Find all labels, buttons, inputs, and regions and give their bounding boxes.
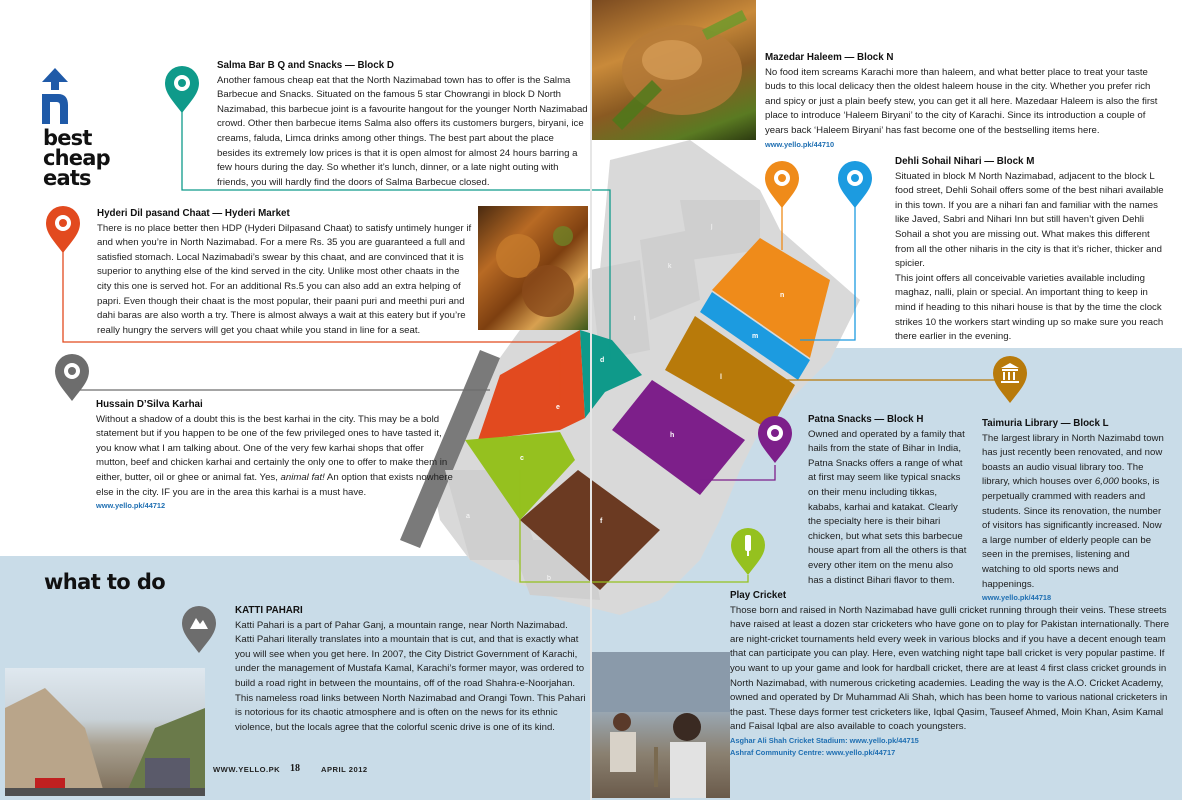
article-cricket-body: Those born and raised in North Nazimabad have gulli cricket running through their veins. These streets have raised at least a dozen star cricketers who have gone on to play for Pakistan internationally. There are night-cricket tournaments held every week in various blocks and if you have a decent enough team that can participate you can play. Here, even watching night tape ball cricket is very popular pastime. If you want to up your game and look for hardball cricket, there are at least 4 first class cricket grounds in North Nazimabad, with numerous cricketing academies. Leading the way is the A.O. Cricket Academy, owned and operated by Dr Muhammad Ali Shah, which has been home to various national cricketers in the past. These days former test cricketers like, Iqbal Qasim, Tauseef Ahmed, Moin Khan, Asim Kamal and Faisal Iqbal are also available to coach youngsters. bbox=[730, 604, 1170, 733]
footer-site: WWW.YELLO.PK bbox=[213, 765, 281, 774]
article-patna-body: Owned and operated by a family that hails from the state of Bihar in India, Patna Snacks offers a range of what at first may seem like typical snacks on their menu including tikkas, kababs, karhai and katakat. Clearly the specialty here is their bihari chicken, but what sets this barbecue house apart from all the others is that every other item on the menu also has a distinct Bihari flavor to them. bbox=[808, 428, 967, 586]
pin-mazedar bbox=[765, 161, 799, 208]
article-hussain-url[interactable]: www.yello.pk/44712 bbox=[96, 501, 166, 511]
footer-date: APRIL 2012 bbox=[321, 765, 368, 774]
map-label-a: a bbox=[466, 513, 470, 520]
up-arrow-icon bbox=[40, 68, 70, 124]
taimuria-body-emphasis: 6,000 bbox=[1094, 476, 1119, 488]
chaat-photo bbox=[478, 206, 588, 330]
article-salma-body: Another famous cheap eat that the North Nazimabad town has to offer is the Salma Barbecue and Snacks. Situated on the famous 5 star Chowrangi in block D North Nazimabad, this barbecue joint is a favourite hangout for the younger North Nazimabad crowd. Other then barbecue items Salma also offers its customers burgers, biryani, ice creams, faluda, Limca drinks among other things. The best part about the place besides its extremely low prices is that it is open almost for almost 24 hours barring a few hours during the day. So whether it’s lunch, dinner, or a late night outing with friends, you will hardly find the doors of Salma Barbecue closed. bbox=[217, 74, 588, 188]
article-hussain bbox=[96, 398, 454, 512]
map-label-i: i bbox=[634, 315, 636, 322]
article-salma-title: Salma Bar B Q and Snacks — Block D bbox=[217, 60, 394, 71]
article-patna bbox=[808, 413, 968, 588]
article-cricket bbox=[730, 589, 1170, 759]
map-label-m: m bbox=[752, 333, 759, 340]
article-hyderi bbox=[97, 207, 474, 338]
article-katti-body: Katti Pahari is a part of Pahar Ganj, a mountain range, near North Nazimabad. Katti Pahari literally translates into a mountain that is cut, and that is exactly what you will see when you get here. In 2007, the City District Government of Karachi, under the management of Mustafa Kamal, Karachi’s former mayor, was ordered to build a road right in between the mountains, off of the road Shahra-e-Noorjahan. This nameless road links between North Nazimabad and Orangi Town. This Pahari is notorious for its chaotic atmosphere and is often on the news for its ethnic violence, but the locals agree that the colorful scenic drive is one of its kind. bbox=[235, 619, 586, 733]
pin-taimuria bbox=[993, 356, 1027, 403]
map-label-c: c bbox=[520, 455, 524, 462]
article-dehli-body-1: Situated in block M North Nazimabad, adjacent to the block L food street, Dehli Sohail offers some of the best nihari available in this town. If you are a nihari fan and familiar with the names like Javed, Sabri and Nihari Inn but still haven’t given Dehli Sohail a shot you are missing out. What makes this different from all the other niharis in the city is that it’s richer, thicker and spicier. bbox=[895, 170, 1164, 270]
pin-hyderi bbox=[46, 206, 80, 253]
footer-page-number: 18 bbox=[290, 763, 300, 774]
article-cricket-url-2[interactable]: Ashraf Community Centre: www.yello.pk/44717 bbox=[730, 747, 896, 757]
map-label-h: h bbox=[670, 432, 675, 439]
map-label-n: n bbox=[780, 292, 785, 299]
pin-cricket bbox=[731, 528, 765, 575]
pin-patna bbox=[758, 416, 792, 463]
katti-pahari-photo bbox=[5, 668, 205, 796]
cricket-photo bbox=[592, 652, 730, 798]
article-cricket-url-1[interactable]: Asghar Ali Shah Cricket Stadium: www.yello.pk/44715 bbox=[730, 735, 919, 745]
taimuria-body-part-2: books, is perpetually crammed with readers and students. Since its renovation, the number of visitors has significantly increased. Now a large number of elderly people can be seen in the premises, listening and watching to old sports news and happenings. bbox=[982, 476, 1162, 590]
map-label-j: j bbox=[711, 223, 713, 230]
article-mazedar-title: Mazedar Haleem — Block N bbox=[765, 52, 894, 63]
article-taimuria bbox=[982, 417, 1168, 604]
map-label-f: f bbox=[600, 518, 603, 525]
pin-hussain bbox=[55, 354, 89, 401]
pin-salma bbox=[165, 66, 199, 113]
article-dehli-body-2: This joint offers all conceivable varieties available including maghaz, nalli, plain or special. An important thing to keep in mind if heading to this nihari house is that by the time the clock strikes 10 the workers start winding up so make sure you reach there earlier in the evening. bbox=[895, 272, 1164, 343]
article-salma bbox=[217, 59, 589, 190]
title-line-1: best bbox=[43, 126, 92, 150]
article-mazedar-body: No food item screams Karachi more than haleem, and what better place to treat your taste buds to this local delicacy then the oldest haleem house in the city. Whether you prefer rich and spicy or just a plain beefy stew, you can get it all here. Mazedaar Haleem is also the first place to introduce ‘Haleem Biryani’ to the city of Karachi. Since its introduction a couple of years back ‘Haleem Biryani’ has fast become one of the bestselling items here. bbox=[765, 66, 1158, 136]
article-hussain-body bbox=[96, 413, 454, 501]
article-katti bbox=[235, 604, 587, 735]
hussain-body-emphasis: animal fat! bbox=[280, 471, 325, 483]
article-taimuria-body bbox=[982, 432, 1168, 593]
article-dehli-title: Dehli Sohail Nihari — Block M bbox=[895, 156, 1035, 167]
article-katti-title: KATTI PAHARI bbox=[235, 605, 303, 616]
map-label-k: k bbox=[668, 263, 672, 270]
article-cricket-title: Play Cricket bbox=[730, 590, 787, 601]
hussain-body-part-2: An option that exists nowhere else in the city. IF you are in the area this karhai is a must have. bbox=[96, 471, 453, 498]
article-hussain-title: Hussain D’Silva Karhai bbox=[96, 399, 203, 410]
article-hyderi-body: There is no place better then HDP (Hyderi Dilpasand Chaat) to satisfy untimely hunger if and when you’re in North Nazimabad. For a mere Rs. 35 you are guaranteed a full and satisfied stomach. Local Nazimabadi’s swear by this chaat, and are convinced that it is superior to anything else of the kind served in the city. Unlike most other chaats in the city this one is served hot. For an additional Rs.5 you can also add an extra helping of papri. Even though their chaat is the most popular, their paani puri and meethi puri and dahi baras are also worth a try. There is almost always a wait at this eatery but if you’re really hungry the servers will get you chaat while you stand in line for a seat. bbox=[97, 222, 472, 336]
pin-dehli bbox=[838, 161, 872, 208]
map-label-b: b bbox=[547, 575, 551, 582]
title-line-2: cheap bbox=[43, 146, 110, 170]
what-to-do-heading: what to do bbox=[44, 570, 166, 594]
article-taimuria-url[interactable]: www.yello.pk/44718 bbox=[982, 593, 1052, 603]
map-label-d: d bbox=[600, 357, 605, 364]
map-label-e: e bbox=[556, 404, 560, 411]
article-patna-title: Patna Snacks — Block H bbox=[808, 414, 924, 425]
article-dehli bbox=[895, 155, 1170, 345]
best-cheap-eats-title bbox=[43, 128, 110, 188]
title-line-3: eats bbox=[43, 166, 91, 190]
article-mazedar-url[interactable]: www.yello.pk/44710 bbox=[765, 139, 835, 149]
article-hyderi-title: Hyderi Dil pasand Chaat — Hyderi Market bbox=[97, 208, 290, 219]
article-mazedar bbox=[765, 51, 1165, 151]
hussain-body-part-1: Without a shadow of a doubt this is the best karhai in the city. This may be a bold statement but if you happen to be one of the few privileged ones to have tasted it, you know what I am talking about. One of the very few karhai shops that offer mutton, beef and chicken karhai and certainly the only one to offer to make them in either, butter, oil or ghee or animal fat. Yes, bbox=[96, 413, 448, 483]
article-taimuria-title: Taimuria Library — Block L bbox=[982, 418, 1109, 429]
pin-katti bbox=[182, 606, 216, 653]
map-label-l: l bbox=[720, 374, 722, 381]
taimuria-body-part-1: The largest library in North Nazimabd town has just recently been renovated, and now boasts an audio visual library too. The library, which houses over bbox=[982, 432, 1164, 488]
haleem-photo bbox=[592, 0, 756, 140]
